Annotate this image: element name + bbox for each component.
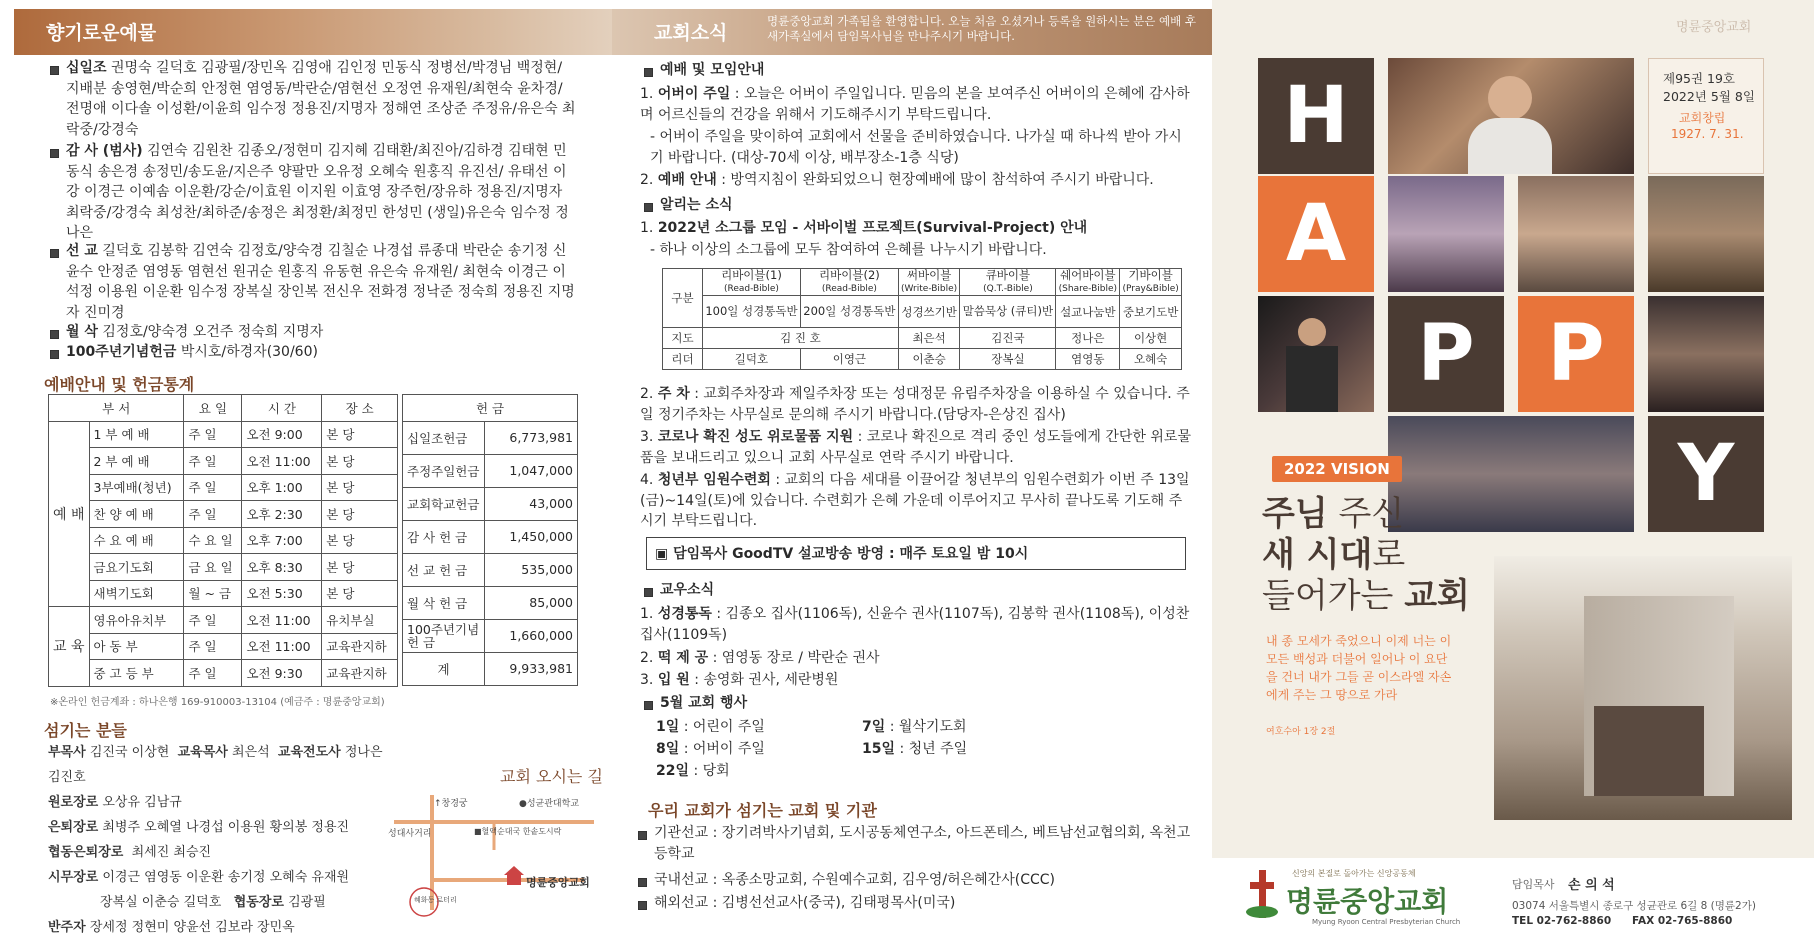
founded-date: 1927. 7. 31. (1671, 127, 1744, 141)
vision-badge: 2022 VISION (1272, 456, 1402, 482)
bullet-icon (50, 330, 59, 339)
map-label: 명륜중앙교회 (526, 876, 590, 889)
offering-header: 헌 금 (403, 395, 578, 422)
church-address: 03074 서울특별시 종로구 성균관로 6길 8 (명륜2가) (1512, 900, 1756, 912)
pastor-label: 담임목사 (1512, 878, 1555, 891)
preacher-photo (1258, 296, 1374, 412)
donation-tithe: 십일조 권명숙 길덕호 김광필/장민옥 김영애 김인정 민동식 정병선/박경님 백정현/ 지배분 송영현/박순희 안정현 염영동/박란순/염현선 오정연 유재원/최현숙 윤차경/ 전명애 이다솔 이성환/이윤희 임수정 정용진/지명자 정해연 조상준 주정유/유은숙 최락중/강경숙 (66, 60, 576, 138)
news-rice-cake: 2. 떡 제 공 : 염영동 장로 / 박란순 권사 (640, 650, 880, 666)
mission-domestic: 국내선교 : 옥종소망교회, 수원예수교회, 김우영/허은혜간사(CCC) (654, 872, 1055, 888)
goodtv-notice: ▣ 담임목사 GoodTV 설교방송 방영 : 매주 토요일 밤 10시 (655, 546, 1029, 562)
online-account-note: ※온라인 헌금계좌 : 하나은행 169-910003-13104 (예금주 : 명륜중앙교회) (50, 697, 385, 708)
bullet-icon (644, 588, 653, 597)
issue-info-box (1648, 58, 1764, 174)
bullet-icon (638, 831, 647, 840)
bullet-icon (50, 149, 59, 158)
pastor-name: 손 의 석 (1568, 878, 1615, 893)
news-banner (612, 9, 1212, 55)
congregation-photo (1518, 176, 1634, 292)
issue-date: 2022년 5월 8일 (1663, 89, 1755, 104)
event-photo (1648, 296, 1764, 412)
event-item: 22일 : 당회 (656, 763, 730, 779)
group-education: 교 육 (49, 607, 90, 687)
small-group-sub: - 하나 이상의 소그룹에 모두 참여하여 은혜를 나누시기 바랍니다. (650, 242, 1047, 258)
group-worship: 예 배 (49, 421, 90, 607)
welcome-note: 명륜중앙교회 가족됨을 환영합니다. 오늘 처음 오셨거나 등록을 원하시는 분은 예배 후 새가족실에서 담임목사님을 만나주시기 바랍니다. (767, 14, 1197, 43)
section-announcements: 알리는 소식 (660, 197, 733, 213)
verse-reference: 여호수아 1장 2절 (1266, 727, 1336, 737)
donation-centennial: 100주년기념헌금 박시호/하경자(30/60) (66, 344, 318, 360)
news-panel (612, 0, 1212, 945)
worship-photo (1388, 176, 1504, 292)
cover-footer (1212, 858, 1814, 945)
bullet-icon (644, 68, 653, 77)
section-may-events: 5월 교회 행사 (660, 695, 748, 711)
section-missions-title: 우리 교회가 섬기는 교회 및 기관 (648, 801, 877, 820)
event-item: 15일 : 청년 주일 (862, 741, 968, 757)
notice-youth-retreat: 4. 청년부 임원수련회 : 교회의 다음 세대를 이끌어갈 청년부의 임원수련회가 이번 주 13일(금)~14일(토)에 있습니다. 수련회가 은혜 가운데 이루어지고 무사히 끝나도록 기도해 주시기 부탁드립니다. (640, 472, 1190, 529)
bullet-icon (50, 66, 59, 75)
church-building-photo (1494, 556, 1792, 820)
mission-institutions: 기관선교 : 장기려박사기념회, 도시공동체연구소, 아드폰테스, 베트남선교협의회, 옥천고등학교 (654, 825, 1191, 862)
worship-section-title: 예배안내 및 헌금통계 (44, 375, 195, 394)
bible-verse: 내 종 모세가 죽었으니 이제 너는 이 모든 백성과 더불어 일어나 이 요단을 건너 내가 그들 곧 이스라엘 자손에게 주는 그 땅으로 가라 (1266, 634, 1452, 702)
tile-letter-p1: P (1388, 296, 1504, 412)
col-place: 장 소 (322, 395, 398, 422)
small-group-table: 구분 리바이블(1) (Read-Bible) 리바이블(2) (Read-Bible) 써바이블 (Write-Bible) 큐바이블 (Q.T.-Bible) 쉐어바이블 (Share-Bible) 기바이블 (Pray&Bible) 100일 성경통독반 200일 성경통독반 성경쓰기반 말씀묵상 (큐티)반 설교나눔반 중보기도반 지도 김 진 호 최은석 김진국 정나은 이상현 리더 길덕호 이영근 이춘승 장복실 염영동 오혜숙 (662, 268, 1182, 370)
bullet-icon (50, 249, 59, 258)
map-label: ●성균관대학교 (519, 799, 580, 809)
event-item: 8일 : 어버이 주일 (656, 741, 765, 757)
servers-list: 부목사 김진국 이상현 교육목사 최은석 교육전도사 정나은 김진호 원로장로 오상유 김남규 은퇴장로 최병주 오혜열 나경섭 이용원 황의봉 정용진 협동은퇴장로 최세진 최승진 시무장로 이경근 염영동 이운환 송기정 오혜숙 유재원 장복실 이춘승 길덕호 협동장로 김광필 반주자 장세정 정현미 양윤선 김보라 장민옥 (48, 745, 383, 935)
col-time: 시 간 (242, 395, 322, 422)
bullet-icon (638, 878, 647, 887)
notice-gift: - 어버이 주일을 맞이하여 교회에서 선물을 준비하였습니다. 나가실 때 하나씩 받아 가시기 바랍니다. (대상-70세 이상, 배부장소-1층 식당) (650, 129, 1182, 166)
logo-english: Myung Ryoon Central Presbyterian Church (1312, 918, 1461, 926)
donation-monthly: 월 삭 김정호/양숙경 오건주 정숙희 지명자 (66, 324, 324, 340)
tile-letter-y: Y (1648, 416, 1764, 532)
news-hospital: 3. 입 원 : 송영화 권사, 세란병원 (640, 672, 839, 688)
directions-title: 교회 오시는 길 (500, 767, 603, 786)
notice-small-group: 1. 2022년 소그룹 모임 - 서바이벌 프로젝트(Survival-Project) 안내 (640, 220, 1088, 236)
notice-parking: 2. 주 차 : 교회주차장과 제일주차장 또는 성대정문 유림주차장을 이용하실 수 있습니다. 주일 정기주차는 사무실로 문의해 주시기 바랍니다.(담당자-은상진 집사) (640, 386, 1190, 423)
col-day: 요 일 (184, 395, 242, 422)
offering-table: 헌 금 십일조헌금 6,773,981 주정주일헌금 1,047,000 교회학교헌금 43,000 감 사 헌 금 1,450,000 선 교 헌 금 535,000 월 삭 헌 금 85,000 100주년기념 헌 금 1,660,000 계 9,933,981 (402, 394, 578, 686)
tile-letter-p2: P (1518, 296, 1634, 412)
bullet-icon (644, 701, 653, 710)
vision-slogan: 주님 주신 새 시대로 들어가는 교회 (1262, 494, 1470, 616)
offerings-panel (0, 0, 612, 945)
cover-panel (1212, 0, 1814, 945)
offerings-title: 향기로운예물 (46, 22, 157, 44)
col-dept: 부 서 (49, 395, 184, 422)
issue-number: 제95권 19호 (1663, 71, 1736, 86)
pastor-photo (1388, 58, 1634, 174)
event-item: 7일 : 월삭기도회 (862, 719, 967, 735)
founded-label: 교회창립 (1679, 111, 1726, 125)
tile-letter-h: H (1258, 58, 1374, 174)
map-label: 혜화동 로터리 (414, 896, 457, 904)
goodtv-box (646, 537, 1186, 570)
church-tel: TEL 02-762-8860 (1512, 915, 1612, 927)
mission-overseas: 해외선교 : 김병선선교사(중국), 김태평목사(미국) (654, 895, 956, 911)
map-label: ↑창경궁 (434, 799, 468, 809)
group-photo (1648, 176, 1764, 292)
section-worship-meeting: 예배 및 모임안내 (660, 62, 765, 78)
bullet-icon (638, 901, 647, 910)
event-item: 1일 : 어린이 주일 (656, 719, 765, 735)
church-name-watermark: 명륜중앙교회 (1676, 20, 1752, 35)
tile-letter-a: A (1258, 176, 1374, 292)
servers-title: 섬기는 분들 (44, 721, 127, 740)
donation-mission: 선 교 길덕호 김봉학 김연숙 김정호/양숙경 김칠순 나경섭 류종대 박란순 송기정 신윤수 안정준 염영동 염현선 원귀순 원홍직 유동현 유은숙 유재원/ 최현숙 이경근 이석정 이용원 이운환 임수정 장복실 장인복 전신우 전화경 정낙준 정숙희 정용진 지명자 진미경 (66, 243, 575, 321)
church-fax: FAX 02-765-8860 (1632, 915, 1733, 927)
cross-logo-icon (1250, 870, 1274, 918)
worship-table: 부 서 요 일 시 간 장 소 예 배 1 부 예 배 주 일 오전 9:00 본 당 2 부 예 배 주 일 오전 11:00 본 당 3부예배(청년) 주 일 오후 1:00 본 당 찬 양 예 배 주 일 오후 2:30 본 당 수 요 예 배 수 요 일 오후 7:00 본 당 금요기도회 금 요 일 오후 8:30 본 당 새벽기도회 월 ~ 금 오전 5:30 본 당 교 육 영유아유치부 주 일 오전 11:00 유치부실 아 동 부 주 일 오전 11:00 교육관지하 중 고 등 부 주 일 오전 9:30 교육관지하 (48, 394, 398, 687)
offerings-banner (14, 9, 612, 55)
notice-worship: 2. 예배 안내 : 방역지침이 완화되었으니 현장예배에 많이 참석하여 주시기 바랍니다. (640, 172, 1154, 188)
section-member-news: 교우소식 (660, 582, 715, 598)
news-title: 교회소식 (654, 22, 728, 44)
logo-name: 명륜중앙교회 (1286, 885, 1449, 918)
bullet-icon (644, 203, 653, 212)
notice-parents-day: 1. 어버이 주일 : 오늘은 어버이 주일입니다. 믿음의 본을 보여주신 어버이의 은혜에 감사하며 어르신들의 건강을 위해서 기도해주시기 부탁드립니다. (640, 86, 1190, 123)
map-label: 성대사거리 (388, 829, 432, 839)
news-bible-reading: 1. 성경통독 : 김종오 집사(1106독), 신윤수 권사(1107독), 김봉학 권사(1108독), 이성찬 집사(1109독) (640, 606, 1190, 643)
map-label: ■혈액순대국 한솥도시락 (474, 827, 562, 836)
bullet-icon (50, 350, 59, 359)
donation-thanks: 감 사 (범사) 김연숙 김원찬 김종오/정현미 김지혜 김태환/최진아/김하경 김태현 민동식 송은경 송정민/송도윤/지은주 양팔만 오유정 오혜숙 원홍직 유진선/ 유태선 이 강 이경근 이예솜 이운환/강순/이효원 이지원 이효영 장주헌/장유하 정용진/지명자 최락중/강경숙 최성찬/최하준/송정은 최정환/최정민 한성민 (생일)유은숙 임수정 정나은 (66, 143, 569, 241)
logo-tagline: 신앙의 본질로 돌아가는 신앙공동체 (1292, 869, 1416, 878)
church-map (384, 790, 604, 920)
notice-covid: 3. 코로나 확진 성도 위로물품 지원 : 코로나 확진으로 격리 중인 성도들에게 간단한 위로물품을 보내드리고 있으니 교회 사무실로 연락 주시기 바랍니다. (640, 429, 1191, 466)
